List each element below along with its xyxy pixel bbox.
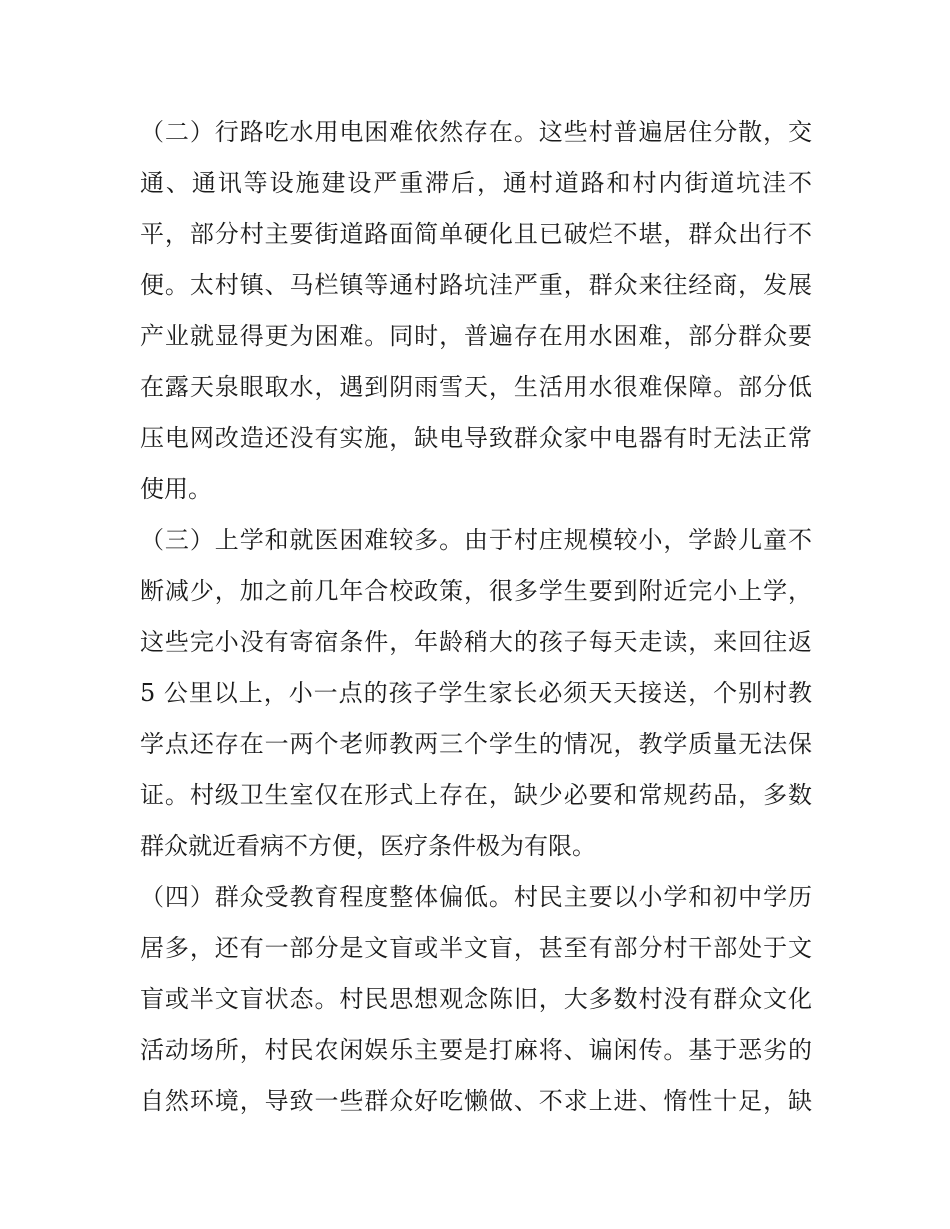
text-line: 盲或半文盲状态。村民思想观念陈旧，大多数村没有群众文化 [140, 985, 812, 1013]
text-line: 学点还存在一两个老师教两三个学生的情况，教学质量无法保 [140, 730, 812, 758]
text-line: 证。村级卫生室仅在形式上存在，缺少必要和常规药品，多数 [140, 781, 812, 809]
text-line: （三）上学和就医困难较多。由于村庄规模较小，学龄儿童不 [140, 526, 812, 554]
text-line: 活动场所，村民农闲娱乐主要是打麻将、谝闲传。基于恶劣的 [140, 1036, 812, 1064]
text-line: （四）群众受教育程度整体偏低。村民主要以小学和初中学历 [140, 883, 812, 911]
text-line: 产业就显得更为困难。同时，普遍存在用水困难，部分群众要 [140, 322, 812, 350]
paragraph-section-4 [140, 872, 812, 1127]
text-line: 平，部分村主要街道路面简单硬化且已破烂不堪，群众出行不 [140, 220, 812, 248]
text-line: 5 公里以上，小一点的孩子学生家长必须天天接送，个别村教 [140, 679, 812, 707]
text-line: 压电网改造还没有实施，缺电导致群众家中电器有时无法正常 [140, 424, 812, 452]
text-line: 群众就近看病不方便，医疗条件极为有限。 [140, 832, 596, 860]
text-line: 断减少，加之前几年合校政策，很多学生要到附近完小上学， [140, 577, 812, 605]
text-line: （二）行路吃水用电困难依然存在。这些村普遍居住分散，交 [140, 118, 812, 146]
text-line: 居多，还有一部分是文盲或半文盲，甚至有部分村干部处于文 [140, 934, 812, 962]
text-line: 在露天泉眼取水，遇到阴雨雪天，生活用水很难保障。部分低 [140, 373, 812, 401]
text-line: 这些完小没有寄宿条件，年龄稍大的孩子每天走读，来回往返 [140, 628, 812, 656]
text-line: 通、通讯等设施建设严重滞后，通村道路和村内街道坑洼不 [140, 169, 812, 197]
paragraph-section-2 [140, 107, 812, 515]
paragraph-section-3 [140, 515, 812, 872]
document-body [140, 107, 812, 1127]
text-line: 便。太村镇、马栏镇等通村路坑洼严重，群众来往经商，发展 [140, 271, 812, 299]
text-line: 自然环境，导致一些群众好吃懒做、不求上进、惰性十足，缺 [140, 1087, 812, 1115]
text-line: 使用。 [140, 475, 212, 503]
